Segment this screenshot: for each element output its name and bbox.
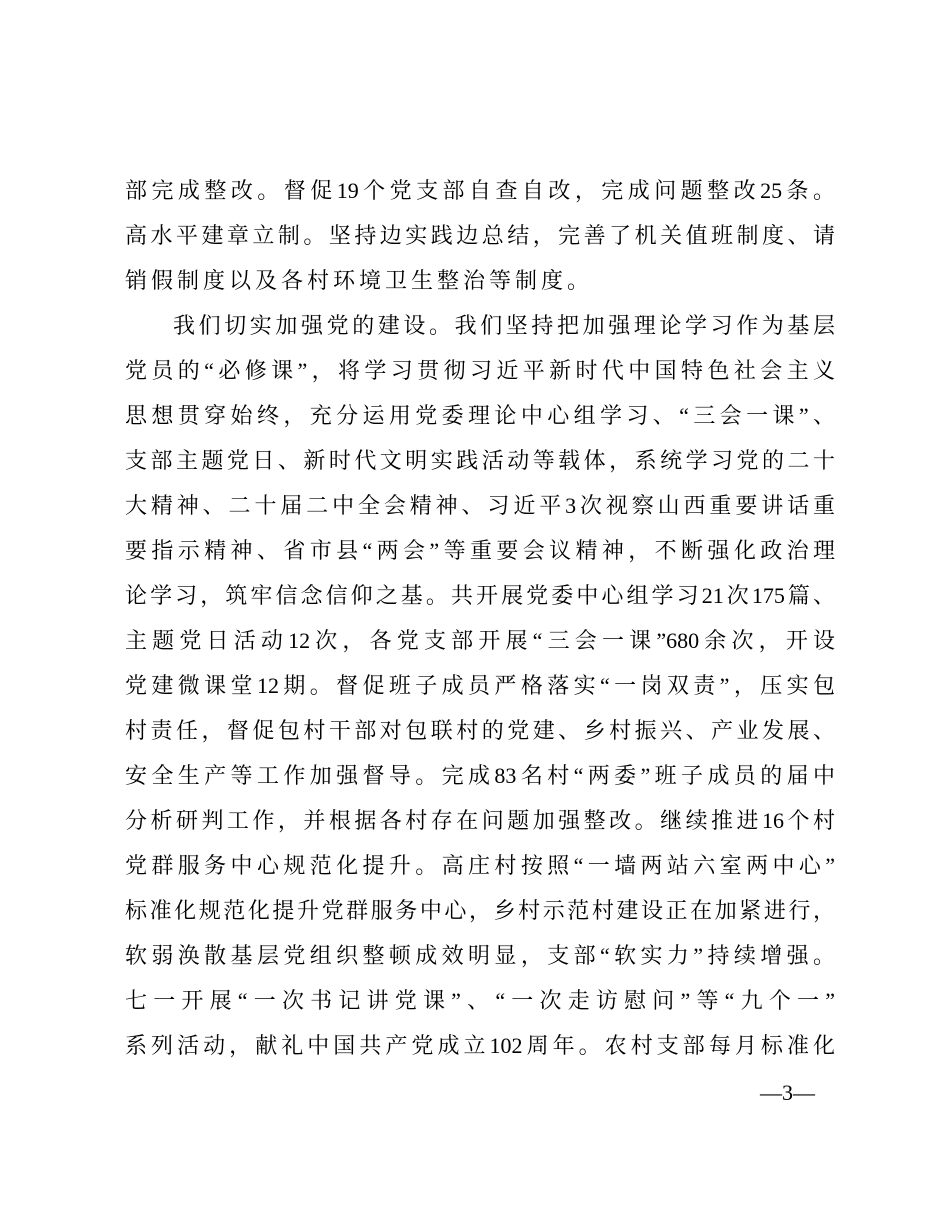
text-line: 七一开展“一次书记讲党课”、“一次走访慰问”等“九个一”: [125, 988, 835, 1013]
paragraph-start-line: 我们切实加强党的建设。我们坚持把加强理论学习作为基层: [173, 313, 835, 338]
text-line: 系列活动，献礼中国共产党成立102周年。农村支部每月标准化: [125, 1033, 835, 1058]
text-line: 要指示精神、省市县“两会”等重要会议精神，不断强化政治理: [125, 538, 835, 563]
text-line: 部完成整改。督促19个党支部自查自改，完成问题整改25条。: [125, 178, 835, 203]
text-line: 大精神、二十届二中全会精神、习近平3次视察山西重要讲话重: [125, 493, 835, 518]
text-line: 安全生产等工作加强督导。完成83名村“两委”班子成员的届中: [125, 763, 835, 788]
text-line: 党群服务中心规范化提升。高庄村按照“一墙两站六室两中心”: [125, 853, 836, 878]
text-line: 村责任，督促包村干部对包联村的党建、乡村振兴、产业发展、: [125, 718, 835, 743]
page-number: —3—: [760, 1080, 815, 1105]
text-line: 软弱涣散基层党组织整顿成效明显，支部“软实力”持续增强。: [125, 943, 835, 968]
text-line: 高水平建章立制。坚持边实践边总结，完善了机关值班制度、请: [125, 223, 835, 248]
text-line: 论学习，筑牢信念信仰之基。共开展党委中心组学习21次175篇、: [125, 583, 835, 608]
text-line: 分析研判工作，并根据各村存在问题加强整改。继续推进16个村: [125, 808, 835, 833]
text-line: 销假制度以及各村环境卫生整治等制度。: [125, 268, 594, 293]
text-line: 党员的“必修课”，将学习贯彻习近平新时代中国特色社会主义: [125, 358, 836, 383]
text-line: 支部主题党日、新时代文明实践活动等载体，系统学习党的二十: [125, 448, 835, 473]
text-line: 标准化规范化提升党群服务中心，乡村示范村建设正在加紧进行，: [125, 898, 835, 923]
text-line: 党建微课堂12期。督促班子成员严格落实“一岗双责”，压实包: [125, 673, 835, 698]
text-line: 主题党日活动12次，各党支部开展“三会一课”680余次，开设: [125, 628, 835, 653]
text-line: 思想贯穿始终，充分运用党委理论中心组学习、“三会一课”、: [125, 403, 835, 428]
